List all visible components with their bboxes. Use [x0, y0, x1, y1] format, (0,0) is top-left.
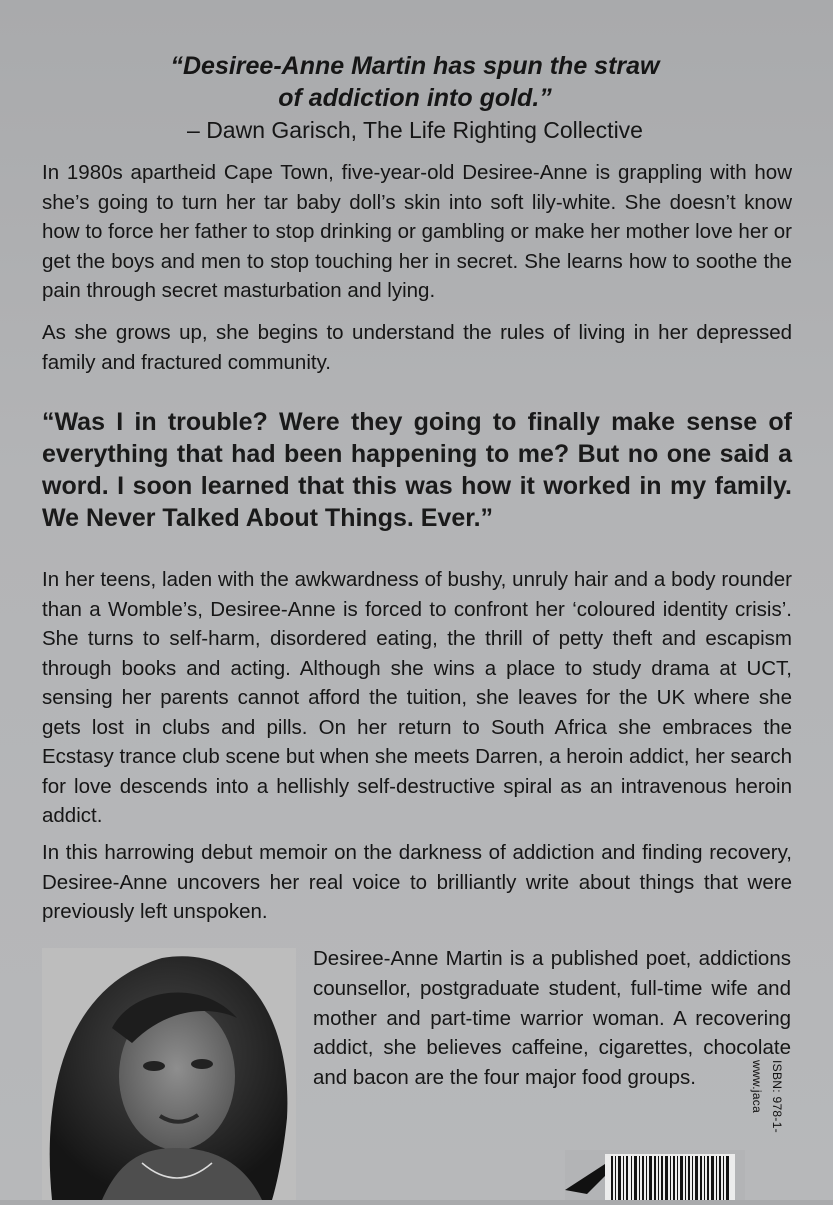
endorsement-quote	[100, 50, 730, 146]
pull-quote: “Was I in trouble? Were they going to finally make sense of everything that had been happening to me? But no one said a word. I soon learned that this was how it worked in my family. We Never Talked About Things. Ever.”	[42, 408, 792, 532]
blurb-paragraph-4: In this harrowing debut memoir on the darkness of addiction and finding recovery, Desiree-Anne uncovers her real voice to brilliantly write about things that were previously left unspoken.	[42, 841, 792, 923]
barcode-graphic	[565, 1150, 745, 1200]
blurb-paragraph-1: In 1980s apartheid Cape Town, five-year-old Desiree-Anne is grappling with how she’s going to turn her tar baby doll’s skin into soft lily-white. She doesn’t know how to force her father to stop drinking or gambling or make her mother love her or get the boys and men to stop touching her in secret. She learns how to soothe the pain through secret masturbation and lying.	[42, 161, 792, 302]
author-bio: Desiree-Anne Martin is a published poet, addictions counsellor, postgraduate student, full-time wife and mother and part-time warrior woman. A recovering addict, she believes caffeine, cigarettes, chocolate and bacon are the four major food groups.	[313, 947, 791, 1090]
barcode	[565, 1150, 745, 1200]
endorsement-attribution: – Dawn Garisch, The Life Righting Collective	[187, 117, 643, 143]
author-photo	[42, 948, 296, 1200]
blurb-paragraph-3: In her teens, laden with the awkwardness of bushy, unruly hair and a body rounder than a Womble’s, Desiree-Anne is forced to confront her ‘coloured identity crisis’. She turns to self-harm, disordered eating, the thrill of petty theft and escapism through books and acting. Although she wins a place to study drama at UCT, sensing her parents cannot afford the tuition, she leaves for the UK where she gets lost in clubs and pills. On her return to South Africa she embraces the Ecstasy trance club scene but when she meets Darren, a heroin addict, her search for love descends into a hellishly self-destructive spiral as an intravenous heroin addict.	[42, 568, 792, 827]
isbn-text: ISBN: 978-1-	[770, 1060, 784, 1133]
blurb-paragraph-2: As she grows up, she begins to understand the rules of living in her depressed family and fractured community.	[42, 321, 792, 374]
publisher-url: www.jaca	[750, 1060, 764, 1114]
endorsement-line-2: of addiction into gold.”	[278, 84, 552, 112]
endorsement-line-1: “Desiree-Anne Martin has spun the straw	[170, 52, 660, 80]
author-portrait-image	[42, 948, 296, 1200]
